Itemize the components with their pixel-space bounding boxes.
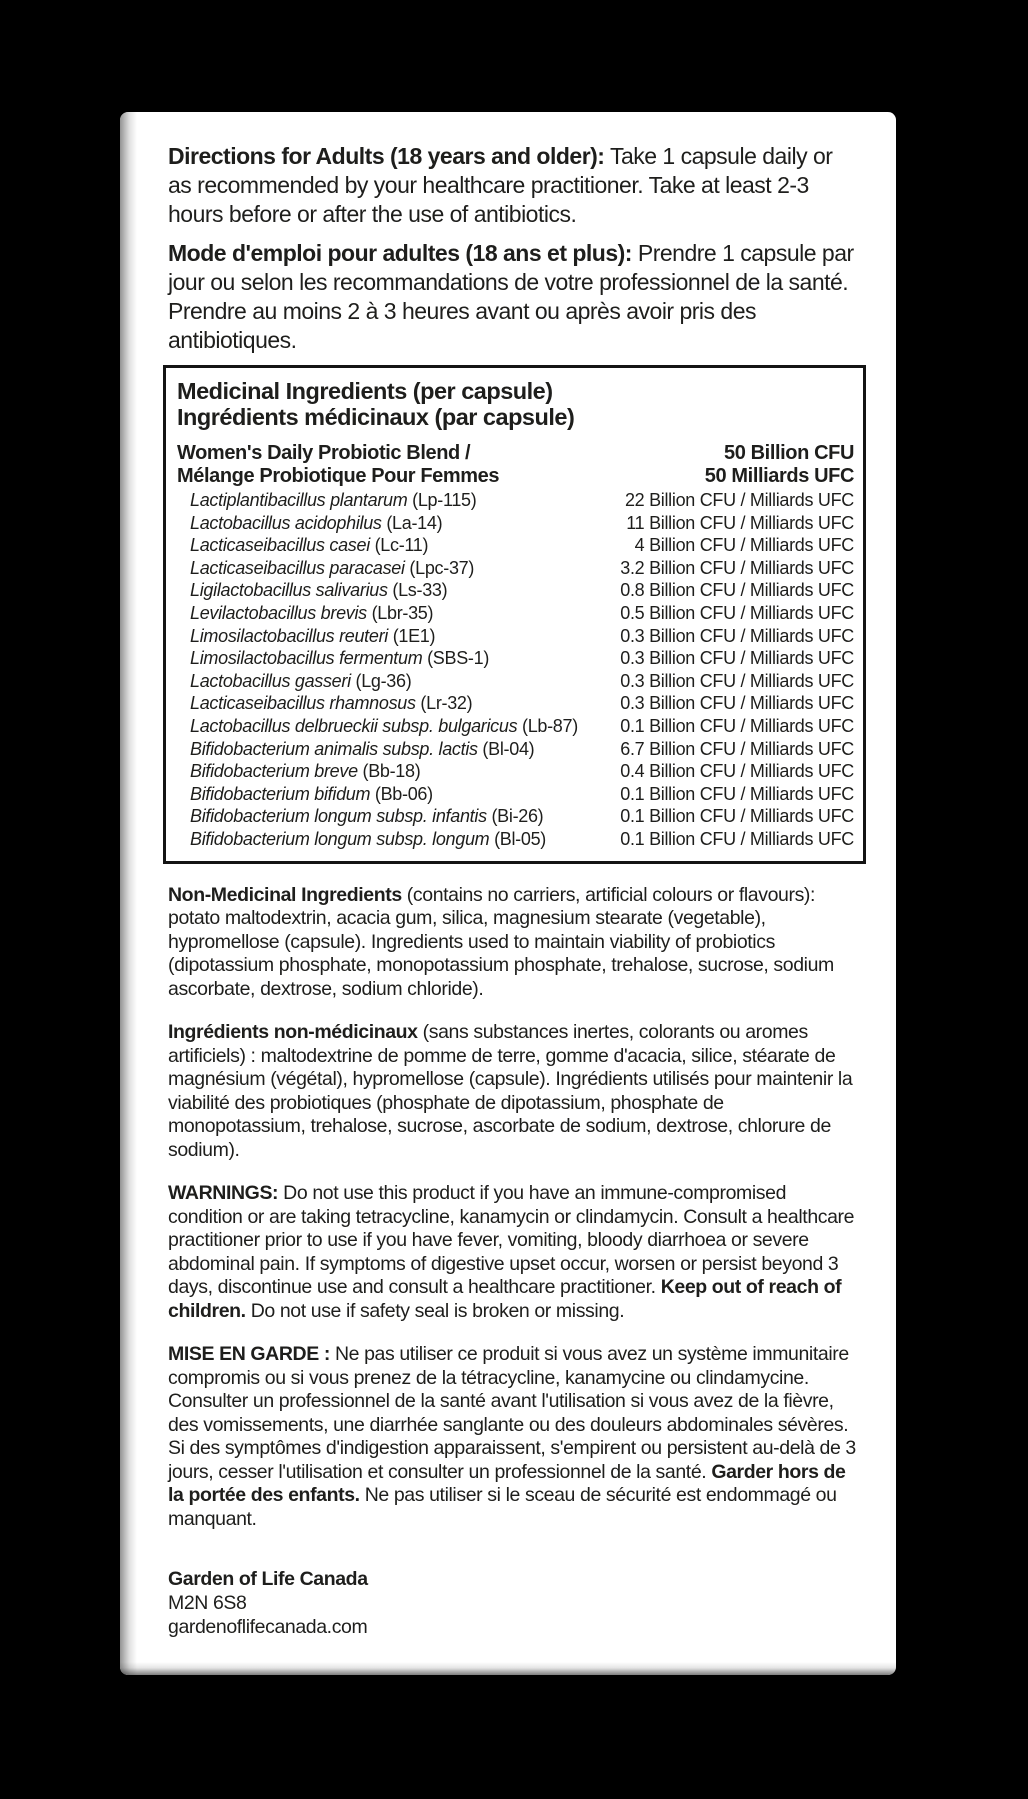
ingredient-row — [177, 738, 854, 761]
ingredient-row — [177, 670, 854, 693]
probiotic-blend-header — [177, 442, 854, 488]
ingredient-name: Bifidobacterium animalis subsp. lactis (Bl-04) — [190, 738, 535, 759]
ingredient-amount: 0.4 Billion CFU / Milliards UFC — [620, 761, 854, 782]
species-name: Lacticaseibacillus rhamnosus — [190, 693, 416, 714]
non-medicinal-en-text: (contains no carriers, artificial colours or flavours): potato maltodextrin, acacia gum, silica, magnesium stearate (vegetable), hypromellose (capsule). Ingredients used to maintain viability of probiotics (dipotassium phosphate, monopotassium phosphate, trehalose, sucrose, sodium ascorbate, dextrose, sodium chloride). — [168, 883, 834, 1000]
ingredient-amount: 4 Billion CFU / Milliards UFC — [634, 535, 854, 556]
ingredient-row — [177, 692, 854, 715]
ingredient-amount: 3.2 Billion CFU / Milliards UFC — [620, 557, 854, 578]
species-name: Lacticaseibacillus paracasei — [190, 557, 405, 578]
ingredient-row — [177, 647, 854, 670]
species-name: Bifidobacterium longum subsp. infantis — [190, 806, 487, 827]
ingredient-row — [177, 715, 854, 738]
ingredient-name: Levilactobacillus brevis (Lbr-35) — [190, 602, 434, 623]
directions-en-lead: Directions for Adults (18 years and older): — [168, 143, 605, 169]
ingredient-name: Lactobacillus gasseri (Lg-36) — [190, 670, 412, 691]
ingredient-amount: 0.1 Billion CFU / Milliards UFC — [620, 783, 854, 804]
species-name: Lactobacillus delbrueckii subsp. bulgaricus — [190, 715, 518, 736]
ingredient-amount: 22 Billion CFU / Milliards UFC — [624, 490, 854, 510]
blend-amount-en: 50 Billion CFU — [724, 442, 854, 464]
ingredient-name: Limosilactobacillus reuteri (1E1) — [190, 625, 436, 646]
ingredient-amount: 0.3 Billion CFU / Milliards UFC — [620, 648, 854, 669]
ingredient-row — [177, 489, 854, 512]
non-medicinal-fr-text: (sans substances inertes, colorants ou aromes artificiels) : maltodextrine de pomme de terre, gomme d'acacia, silice, stéarate de magnésium (végétal), hypromellose (capsule). Ingrédients utilisés pour maintenir la viabilité des probiotiques (phosphate de dipotassium, phosphate de monopotassium, trehalose, sucrose, ascorbate de sodium, dextrose, chlorure de sodium). — [168, 1021, 853, 1161]
species-name: Bifidobacterium bifidum — [190, 783, 371, 804]
ingredient-amount: 0.8 Billion CFU / Milliards UFC — [620, 580, 854, 601]
mise-en-garde-text-2: Ne pas utiliser si le sceau de sécurité est endommagé ou manquant. — [168, 1484, 837, 1530]
ingredient-amount: 0.3 Billion CFU / Milliards UFC — [620, 693, 854, 714]
ingredient-row — [177, 602, 854, 625]
ingredient-rows — [177, 489, 854, 851]
ingredient-amount: 11 Billion CFU / Milliards UFC — [626, 512, 854, 533]
mise-en-garde-lead: MISE EN GARDE : — [168, 1343, 330, 1365]
ingredient-name: Limosilactobacillus fermentum (SBS-1) — [190, 648, 490, 669]
species-name: Lactobacillus acidophilus — [190, 512, 382, 533]
ingredient-name: Lacticaseibacillus rhamnosus (Lr-32) — [190, 693, 473, 714]
non-medicinal-en-paragraph — [168, 884, 856, 1002]
blend-name-en: Women's Daily Probiotic Blend / — [177, 442, 471, 464]
ingredient-amount: 0.5 Billion CFU / Milliards UFC — [620, 602, 854, 623]
ingredient-name: Lactiplantibacillus plantarum (Lp-115) — [190, 490, 477, 510]
species-name: Levilactobacillus brevis — [190, 602, 367, 623]
ingredient-row — [177, 760, 854, 783]
non-medicinal-en-lead: Non-Medicinal Ingredients — [168, 883, 402, 906]
directions-fr-paragraph — [168, 239, 856, 355]
warnings-text-1: Do not use this product if you have an immune-compromised condition or are taking tetracycline, kanamycin or clindamycin. Consult a healthcare practitioner prior to use if you have fever, vomiting, bloody diarrhoea or severe abdominal pain. If symptoms of digestive upset occur, worsen or persist beyond 3 days, discontinue use and consult a healthcare practitioner. — [168, 1182, 855, 1298]
species-name: Limosilactobacillus reuteri — [190, 625, 388, 646]
ingredient-name: Bifidobacterium breve (Bb-18) — [190, 761, 421, 782]
ingredient-row — [177, 783, 854, 806]
species-name: Lacticaseibacillus casei — [190, 535, 370, 556]
blend-name-fr: Mélange Probiotique Pour Femmes — [177, 465, 500, 487]
ingredient-name: Lactobacillus acidophilus (La-14) — [190, 512, 443, 533]
warnings-bold-keep-out: Keep out of reach of children. — [168, 1276, 842, 1322]
company-name: Garden of Life Canada — [168, 1568, 368, 1590]
ingredient-row — [177, 557, 854, 580]
non-medicinal-fr-paragraph — [168, 1021, 856, 1162]
ingredient-amount: 0.1 Billion CFU / Milliards UFC — [620, 806, 854, 827]
ingredient-name: Ligilactobacillus salivarius (Ls-33) — [190, 580, 448, 601]
medicinal-ingredients-box — [163, 365, 866, 864]
medicinal-title-en: Medicinal Ingredients (per capsule) — [177, 378, 553, 404]
species-name: Ligilactobacillus salivarius — [190, 580, 388, 601]
mise-en-garde-text-1: Ne pas utiliser ce produit si vous avez un système immunitaire compromis ou si vous prenez de la tétracycline, kanamycine ou clindamycine. Consulter un professionnel de la santé avant l'utilisation si vous avez de la fièvre, des vomissements, une diarrhée sanglante ou des douleurs abdominales sévères. Si des symptômes d'indigestion apparaissent, s'empirent ou persistent au-delà de 3 jours, cesser l'utilisation et consulter un professionnel de la santé. — [168, 1343, 856, 1483]
directions-fr-text: Prendre 1 capsule par jour ou selon les recommandations de votre professionnel de la santé. Prendre au moins 2 à 3 heures avant ou après avoir pris des antibiotiques. — [168, 240, 854, 353]
medicinal-title-fr: Ingrédients médicinaux (par capsule) — [177, 404, 575, 430]
ingredient-row — [177, 534, 854, 557]
ingredient-amount: 0.1 Billion CFU / Milliards UFC — [620, 828, 854, 849]
ingredient-row — [177, 625, 854, 648]
directions-en-text: Take 1 capsule daily or as recommended by your healthcare practitioner. Take at least 2-3 hours before or after the use of antibiotics. — [168, 143, 833, 227]
species-name: Bifidobacterium breve — [190, 761, 358, 782]
ingredient-name: Lacticaseibacillus paracasei (Lpc-37) — [190, 557, 475, 578]
ingredient-name: Lacticaseibacillus casei (Lc-11) — [190, 535, 429, 556]
mise-en-garde-paragraph — [168, 1343, 856, 1531]
ingredient-name: Bifidobacterium longum subsp. infantis (Bi-26) — [190, 806, 544, 827]
ingredient-amount: 0.1 Billion CFU / Milliards UFC — [620, 715, 854, 736]
mise-en-garde-bold-garder: Garder hors de la portée des enfants. — [168, 1460, 846, 1506]
supplement-label-panel — [120, 112, 896, 1675]
warnings-paragraph — [168, 1182, 856, 1323]
blend-names — [177, 442, 499, 488]
ingredient-name: Lactobacillus delbrueckii subsp. bulgaricus (Lb-87) — [190, 715, 578, 736]
website-url: gardenoflifecanada.com — [168, 1616, 368, 1638]
directions-fr-lead: Mode d'emploi pour adultes (18 ans et plus): — [168, 240, 632, 266]
ingredient-name: Bifidobacterium longum subsp. longum (Bl-05) — [190, 828, 546, 849]
ingredient-amount: 0.3 Billion CFU / Milliards UFC — [620, 625, 854, 646]
ingredient-row — [177, 512, 854, 535]
ingredient-row — [177, 805, 854, 828]
ingredient-name: Bifidobacterium bifidum (Bb-06) — [190, 783, 433, 804]
medicinal-ingredients-title — [177, 378, 854, 430]
species-name: Bifidobacterium animalis subsp. lactis — [190, 738, 478, 759]
non-medicinal-fr-lead: Ingrédients non-médicinaux — [168, 1021, 418, 1043]
warnings-lead: WARNINGS: — [168, 1182, 279, 1204]
blend-amount-fr: 50 Milliards UFC — [704, 465, 854, 487]
manufacturer-block — [168, 1567, 856, 1639]
warnings-text-2: Do not use if safety seal is broken or missing. — [245, 1299, 625, 1322]
species-name: Bifidobacterium longum subsp. longum — [190, 828, 490, 849]
species-name: Lactiplantibacillus plantarum — [190, 490, 408, 510]
species-name: Limosilactobacillus fermentum — [190, 648, 423, 669]
species-name: Lactobacillus gasseri — [190, 670, 351, 691]
ingredient-amount: 0.3 Billion CFU / Milliards UFC — [620, 670, 854, 691]
postal-code: M2N 6S8 — [168, 1592, 247, 1614]
directions-en-paragraph — [168, 142, 856, 229]
ingredient-row — [177, 579, 854, 602]
blend-amounts — [705, 442, 854, 488]
ingredient-row — [177, 828, 854, 851]
ingredient-amount: 6.7 Billion CFU / Milliards UFC — [620, 738, 854, 759]
